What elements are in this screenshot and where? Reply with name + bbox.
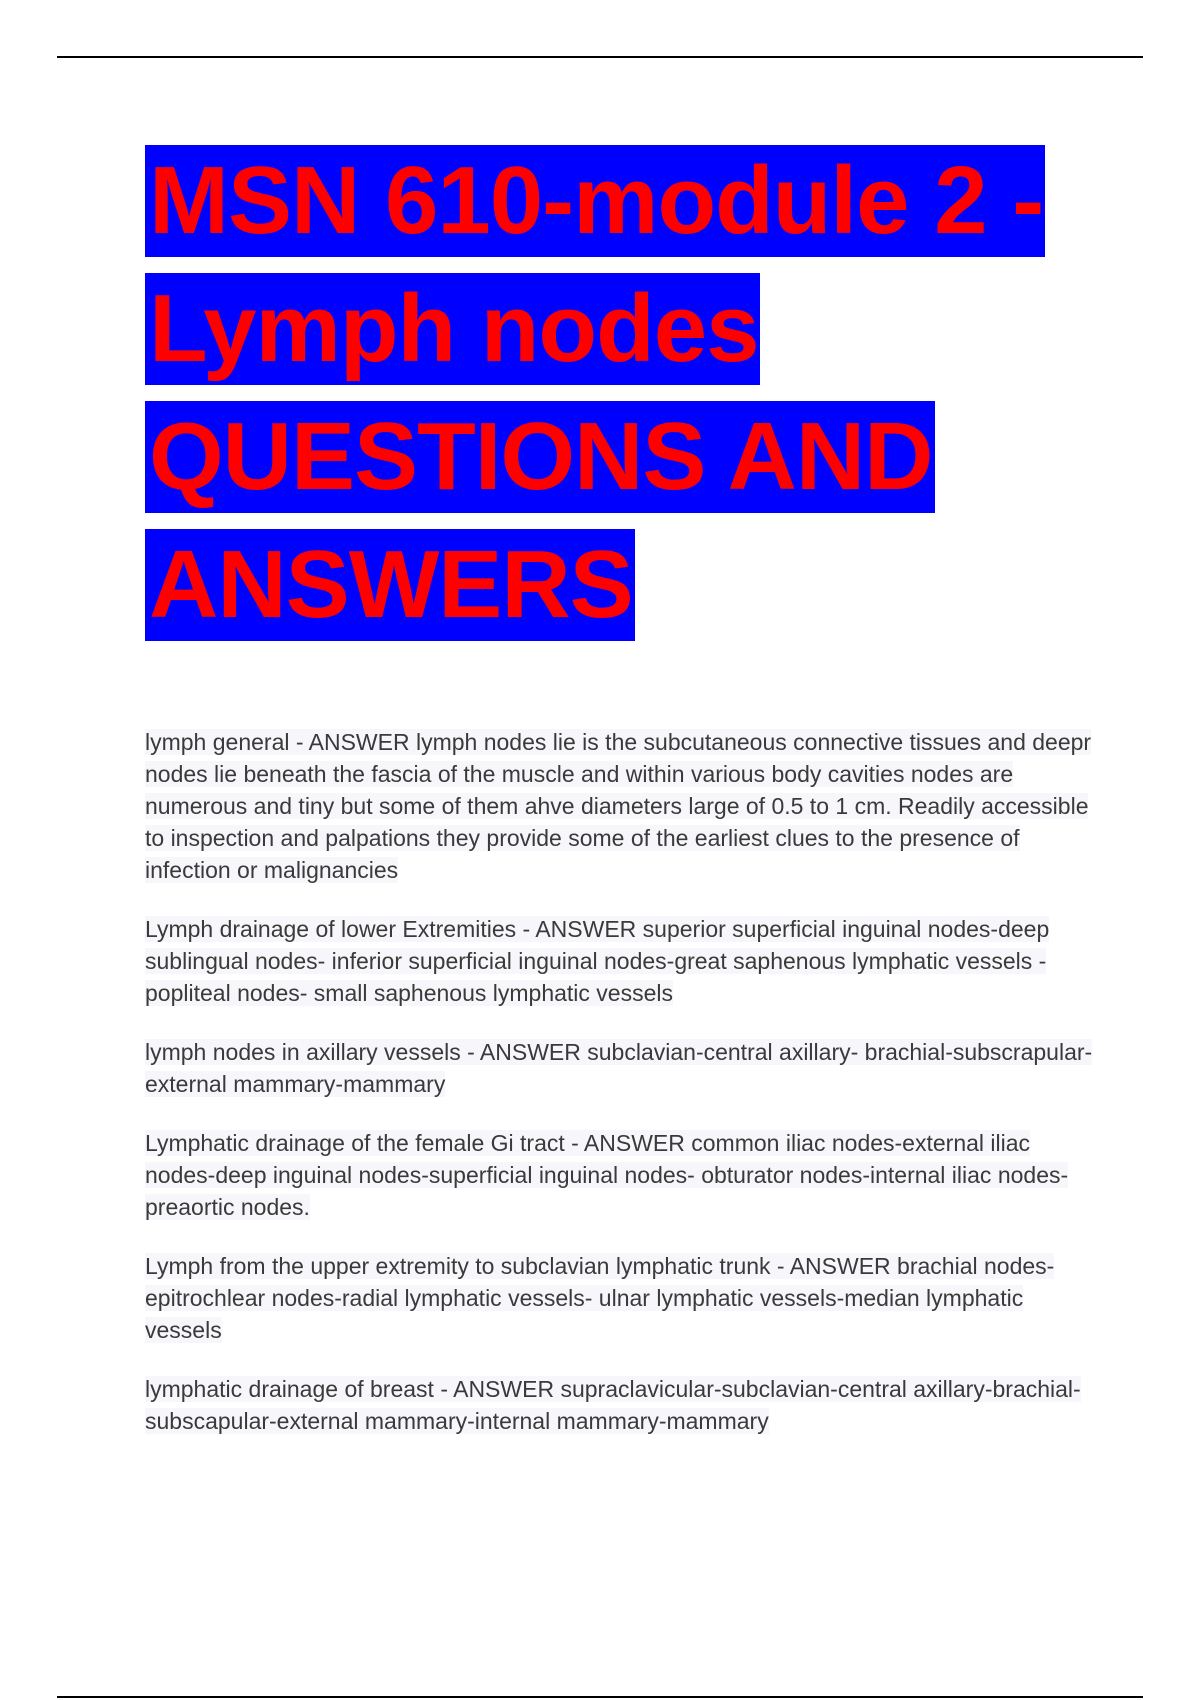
bottom-rule [57,1696,1143,1698]
qa-question: lymph nodes in axillary vessels [145,1039,461,1065]
qa-question: lymph general [145,729,290,755]
qa-paragraph [145,1252,1095,1348]
title-line-3: QUESTIONS AND [145,401,935,513]
document-title [145,145,1105,657]
qa-item [145,1038,1095,1102]
qa-answer: subclavian-central axillary- brachial-subscrapular-external mammary-mammary [145,1039,1093,1097]
qa-item [145,1375,1095,1439]
qa-question: lymphatic drainage of breast [145,1376,434,1402]
qa-answer: lymph nodes lie is the subcutaneous connective tissues and deepr nodes lie beneath the fascia of the muscle and within various body cavities nodes are numerous and tiny but some of them ahve diameters large of 0.5 to 1 cm. Readily accessible to inspection and palpations they provide some of the earliest clues to the presence of infection or malignancies [145,729,1092,883]
qa-question: Lymph from the upper extremity to subclavian lymphatic trunk [145,1253,771,1279]
qa-separator: - ANSWER [289,729,416,755]
qa-answer: common iliac nodes-external iliac nodes-deep inguinal nodes-superficial inguinal nodes- obturator nodes-internal iliac nodes-preaortic nodes. [145,1130,1069,1220]
qa-item [145,728,1095,888]
qa-answer: supraclavicular-subclavian-central axillary-brachial-subscapular-external mammary-internal mammary-mammary [145,1376,1081,1434]
qa-item [145,915,1095,1011]
qa-paragraph [145,915,1095,1011]
qa-paragraph [145,1038,1095,1102]
qa-separator: - ANSWER [433,1376,561,1402]
qa-separator: - ANSWER [516,916,643,942]
top-rule [57,56,1143,58]
title-line-4: ANSWERS [145,529,635,641]
qa-item [145,1252,1095,1348]
qa-separator: - ANSWER [770,1253,898,1279]
qa-question: Lymph drainage of lower Extremities [145,916,517,942]
qa-answer: brachial nodes-epitrochlear nodes-radial lymphatic vessels- ulnar lymphatic vessels-median lymphatic vessels [145,1253,1055,1343]
qa-question: Lymphatic drainage of the female Gi tract [145,1130,565,1156]
title-line-1: MSN 610-module 2 - [145,145,1045,257]
title-line-2: Lymph nodes [145,273,760,385]
qa-answer: superior superficial inguinal nodes-deep sublingual nodes- inferior superficial inguinal nodes-great saphenous lymphatic vessels -popliteal nodes- small saphenous lymphatic vessels [145,916,1050,1006]
qa-separator: - ANSWER [564,1130,692,1156]
qa-list [145,728,1095,1466]
qa-paragraph [145,1129,1095,1225]
qa-item [145,1129,1095,1225]
qa-paragraph [145,728,1095,888]
qa-paragraph [145,1375,1095,1439]
qa-separator: - ANSWER [460,1039,588,1065]
